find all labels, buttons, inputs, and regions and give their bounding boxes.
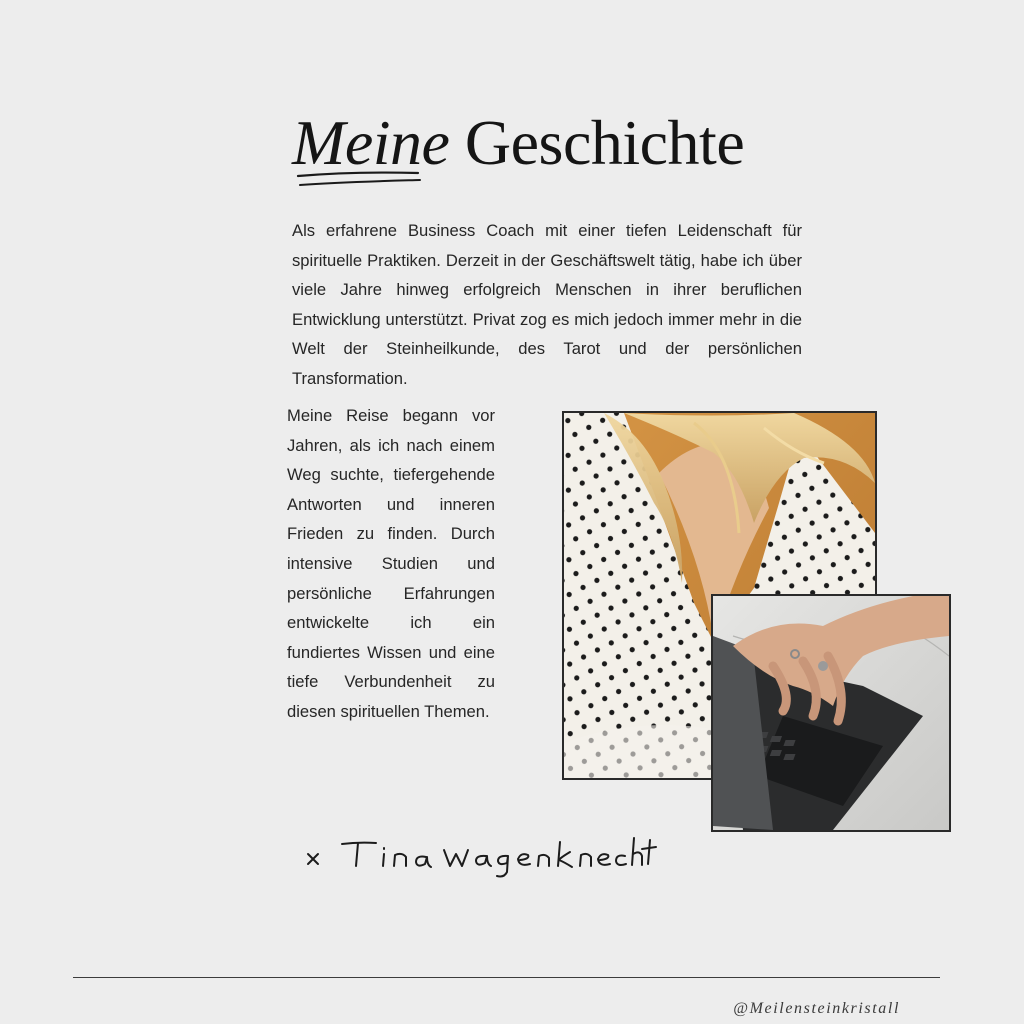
footer-divider <box>73 977 940 978</box>
signature-handwriting-icon <box>298 822 658 884</box>
footer-handle: @Meilensteinkristall <box>733 1000 900 1017</box>
signature <box>298 822 658 889</box>
photo-hands-on-laptop <box>711 594 951 832</box>
title-italic-word: Meine <box>292 107 450 178</box>
title-word: Geschichte <box>464 107 745 178</box>
story-paragraph: Meine Reise begann vor Jahren, als ich nach einem Weg suchte, tiefergehende Antworten und inneren Frieden zu finden. Durch intensive Studien und persönliche Erfahrungen entwickelte ich ein fundiertes Wissen und eine tiefe Verbundenheit zu diesen spirituellen Themen. <box>287 406 495 721</box>
intro-paragraph: Als erfahrene Business Coach mit einer tiefen Leidenschaft für spirituelle Praktiken. Derzeit in der Geschäftswelt tätig, habe ich über viele Jahre hinweg erfolgreich Menschen in ihrer beruflichen Entwicklung unterstützt. Privat zog es mich jedoch immer mehr in die Welt der Steinheilkunde, des Tarot und der persönlichen Transformation. <box>292 221 802 388</box>
title-underline-icon <box>294 166 424 190</box>
heading <box>292 100 812 200</box>
